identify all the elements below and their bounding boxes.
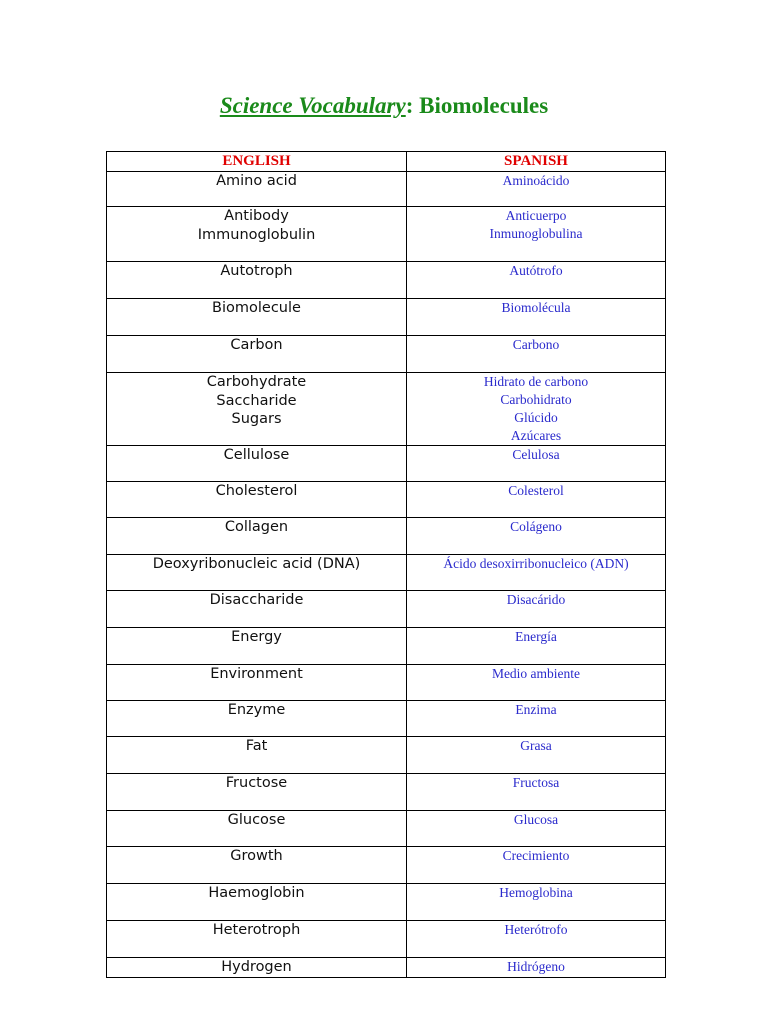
english-term (107, 884, 407, 921)
english-term-line: Immunoglobulin (197, 226, 316, 243)
table-row (107, 262, 666, 299)
english-term-line: Carbohydrate (206, 374, 307, 390)
vocabulary-body (107, 172, 666, 978)
header-spanish: SPANISH (407, 152, 666, 172)
title-subject: Science Vocabulary (219, 93, 406, 118)
english-term (107, 737, 407, 774)
english-term-line: Haemoglobin (208, 885, 305, 901)
table-row (107, 665, 666, 701)
header-row (107, 152, 666, 172)
table-row (107, 628, 666, 665)
english-term-line: Deoxyribonucleic acid (DNA) (152, 556, 361, 572)
spanish-term (407, 847, 666, 884)
english-term-line: Carbon (230, 337, 283, 353)
spanish-term (407, 373, 666, 446)
vocabulary-table (106, 151, 666, 978)
english-term (107, 774, 407, 811)
spanish-term-line: Hidrato de carbono (483, 374, 589, 389)
spanish-term (407, 518, 666, 555)
english-term-line: Growth (230, 848, 283, 864)
table-row (107, 373, 666, 446)
english-term-line: Heterotroph (212, 922, 301, 938)
english-term-line: Cellulose (223, 447, 290, 463)
spanish-term (407, 172, 666, 207)
english-term (107, 373, 407, 446)
english-term (107, 701, 407, 737)
spanish-term-line: Celulosa (512, 447, 560, 462)
spanish-term-line: Fructosa (512, 775, 560, 790)
spanish-term (407, 555, 666, 591)
spanish-term (407, 921, 666, 958)
title-colon: : (405, 93, 414, 118)
english-term-line: Autotroph (220, 263, 293, 279)
spanish-term (407, 701, 666, 737)
english-term (107, 847, 407, 884)
page-title (0, 90, 768, 122)
spanish-term (407, 811, 666, 847)
english-term (107, 336, 407, 373)
english-term (107, 958, 407, 978)
spanish-term (407, 207, 666, 262)
english-term-line: Enzyme (227, 702, 286, 718)
table-row (107, 847, 666, 884)
spanish-term-line: Energía (515, 629, 557, 644)
spanish-term-line: Enzima (515, 702, 557, 717)
spanish-term-line: Medio ambiente (491, 666, 581, 681)
spanish-term-line: Azúcares (510, 428, 562, 443)
english-term-line: Amino acid (216, 173, 297, 189)
spanish-term-line: Colágeno (510, 519, 562, 534)
table-row (107, 737, 666, 774)
english-term (107, 207, 407, 262)
spanish-term-line: Carbono (512, 337, 560, 352)
spanish-term (407, 958, 666, 978)
table-row (107, 299, 666, 336)
spanish-term-line: Colesterol (508, 483, 564, 498)
spanish-term (407, 774, 666, 811)
english-term-line: Disaccharide (209, 592, 304, 608)
spanish-term-line: Aminoácido (502, 173, 570, 188)
english-term-line: Fructose (225, 775, 288, 791)
spanish-term-line: Hemoglobina (499, 885, 573, 900)
spanish-term-line: Hidrógeno (507, 959, 565, 974)
english-term (107, 482, 407, 518)
table-row (107, 774, 666, 811)
table-row (107, 921, 666, 958)
english-term-line: Fat (245, 738, 268, 754)
spanish-term (407, 884, 666, 921)
spanish-term-line: Inmunoglobulina (489, 226, 583, 241)
spanish-term-line: Disacárido (506, 592, 566, 607)
header-english: ENGLISH (107, 152, 407, 172)
spanish-term (407, 336, 666, 373)
english-term-line: Biomolecule (212, 300, 301, 316)
spanish-term (407, 262, 666, 299)
english-term (107, 555, 407, 591)
spanish-term (407, 737, 666, 774)
spanish-term-line: Glucosa (513, 812, 559, 827)
spanish-term-line: Carbohidrato (500, 392, 572, 407)
english-term (107, 299, 407, 336)
table-row (107, 958, 666, 978)
english-term (107, 811, 407, 847)
spanish-term (407, 482, 666, 518)
spanish-term (407, 591, 666, 628)
spanish-term (407, 299, 666, 336)
spanish-term-line: Ácido desoxirribonucleico (ADN) (443, 556, 629, 571)
english-term-line: Cholesterol (215, 483, 298, 499)
table-row (107, 336, 666, 373)
table-row (107, 701, 666, 737)
title-topic: Biomolecules (419, 93, 549, 118)
english-term (107, 591, 407, 628)
english-term (107, 262, 407, 299)
english-term-line: Glucose (227, 812, 286, 828)
spanish-term-line: Glúcido (514, 410, 558, 425)
english-term (107, 665, 407, 701)
spanish-term-line: Crecimiento (502, 848, 570, 863)
table-row (107, 482, 666, 518)
table-row (107, 207, 666, 262)
english-term (107, 446, 407, 482)
spanish-term-line: Grasa (520, 738, 552, 753)
english-term (107, 628, 407, 665)
english-term-line: Sugars (231, 411, 282, 427)
spanish-term (407, 665, 666, 701)
english-term-line: Energy (231, 629, 282, 645)
english-term-line: Hydrogen (221, 959, 292, 975)
english-term (107, 921, 407, 958)
spanish-term-line: Heterótrofo (504, 922, 568, 937)
spanish-term (407, 628, 666, 665)
table-row (107, 446, 666, 482)
spanish-term (407, 446, 666, 482)
table-row (107, 591, 666, 628)
table-row (107, 811, 666, 847)
spanish-term-line: Anticuerpo (505, 208, 567, 223)
spanish-term-line: Biomolécula (501, 300, 571, 315)
english-term-line: Collagen (224, 519, 289, 535)
english-term (107, 172, 407, 207)
table-row (107, 884, 666, 921)
table-row (107, 172, 666, 207)
table-row (107, 518, 666, 555)
spanish-term-line: Autótrofo (509, 263, 563, 278)
english-term-line: Environment (210, 666, 303, 682)
english-term-line: Antibody (224, 208, 289, 224)
english-term (107, 518, 407, 555)
table-row (107, 555, 666, 591)
english-term-line: Saccharide (216, 392, 297, 409)
